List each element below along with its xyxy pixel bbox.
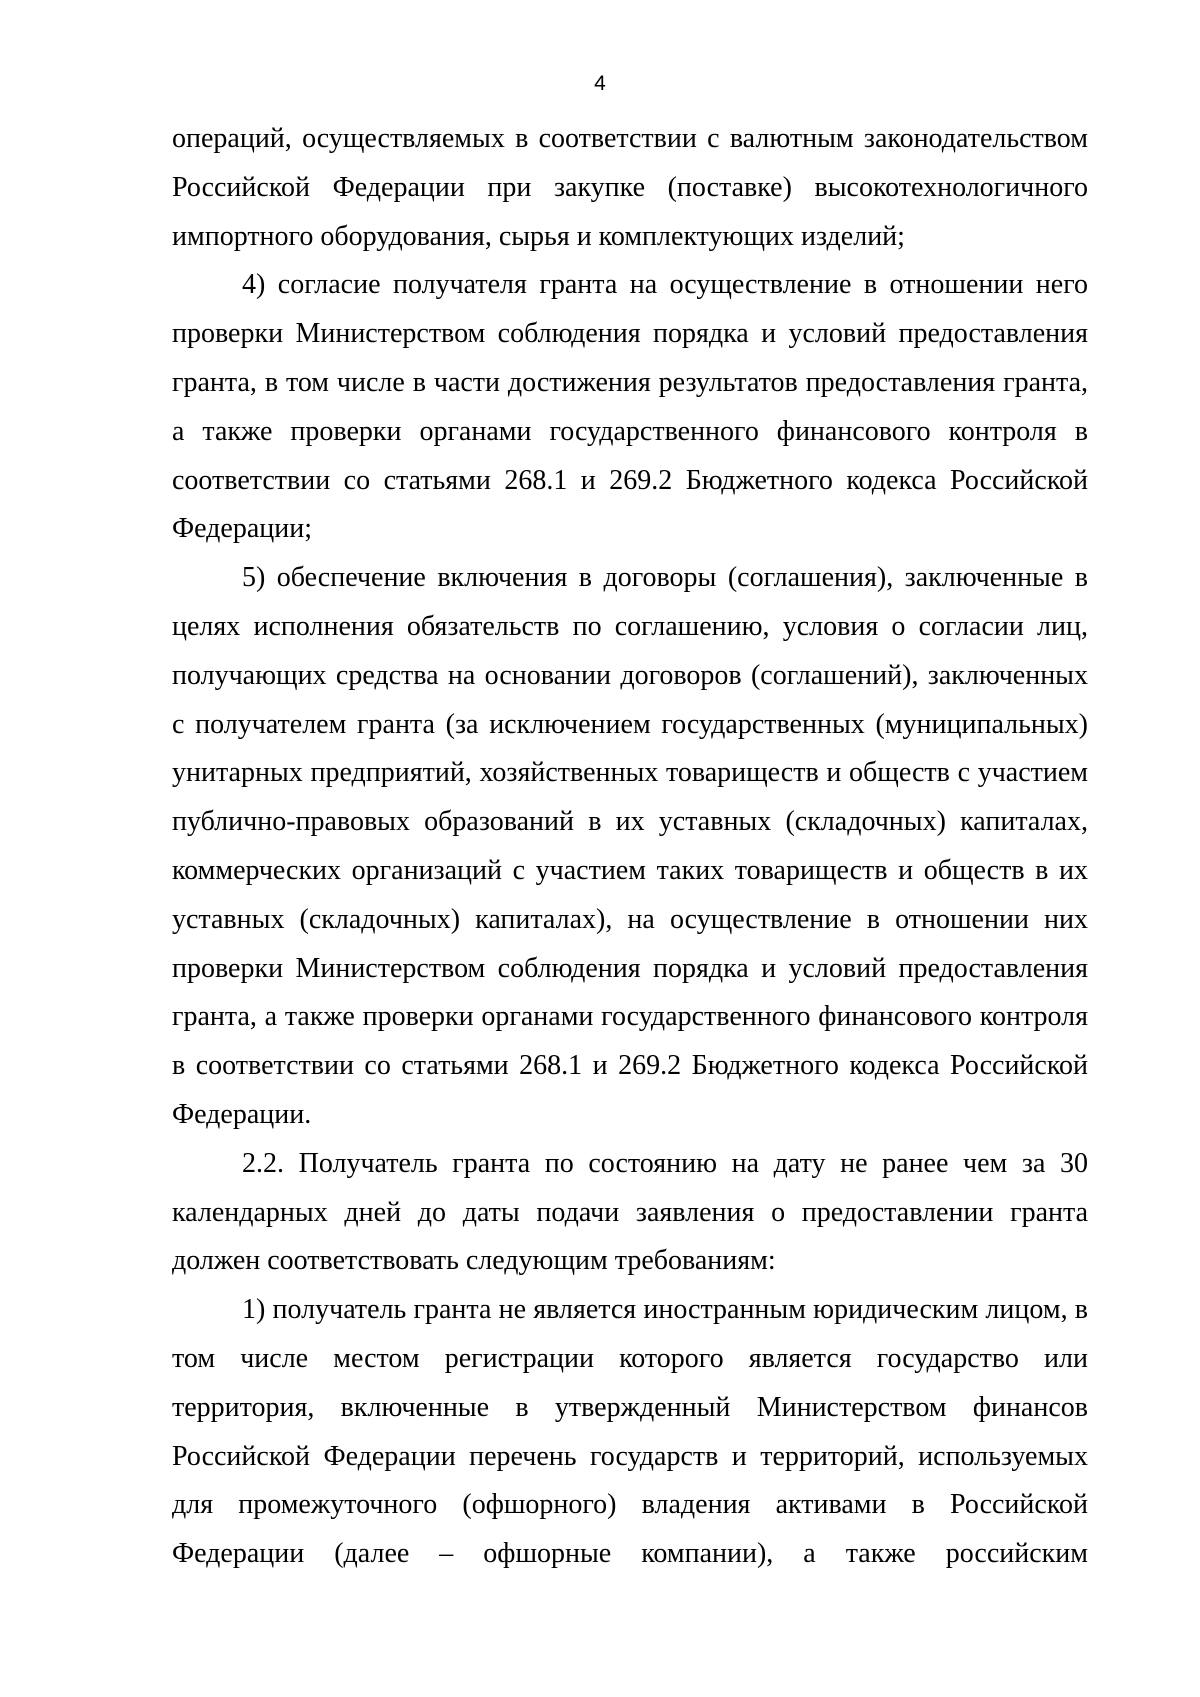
paragraph-section-2-2: 2.2. Получатель гранта по состоянию на дату не ранее чем за 30 календарных дней до даты подачи заявления о предоставлении гранта должен соответствовать следующим требованиям:	[172, 1147, 1088, 1277]
paragraph-item-5: 5) обеспечение включения в договоры (соглашения), заключенные в целях исполнения обязательств по соглашению, условия о согласии лиц, получающих средства на основании договоров (соглашений), заключенных с получателем гранта (за исключением государственных (муниципальных) унитарных предприятий, хозяйственных товариществ и обществ с участием публично-правовых образований в их уставных (складочных) капиталах, коммерческих организаций с участием таких товариществ и обществ в их уставных (складочных) капиталах), на осуществление в отношении них проверки Министерством соблюдения порядка и условий предоставления гранта, а также проверки органами государственного финансового контроля в соответствии со статьями 268.1 и 269.2 Бюджетного кодекса Российской Федерации.	[172, 562, 1088, 1130]
paragraph-continuation: операций, осуществляемых в соответствии с валютным законодательством Российской Федерации при закупке (поставке) высокотехнологичного импортного оборудования, сырья и комплектующих изделий;	[172, 123, 1088, 252]
paragraph-item-4: 4) согласие получателя гранта на осуществление в отношении него проверки Министерством соблюдения порядка и условий предоставления гранта, в том числе в части достижения результатов предоставления гранта, а также проверки органами государственного финансового контроля в соответствии со статьями 268.1 и 269.2 Бюджетного кодекса Российской Федерации;	[172, 269, 1088, 545]
page-number: 4	[594, 72, 606, 95]
paragraph-requirement-1: 1) получатель гранта не является иностранным юридическим лицом, в том числе местом регистрации которого является государство или территория, включенные в утвержденный Министерством финансов Российской Федерации перечень государств и территорий, используемых для промежуточного (офшорного) владения активами в Российской Федерации (далее – офшорные компании), а также российским	[172, 1294, 1088, 1570]
document-body	[172, 115, 1088, 1579]
